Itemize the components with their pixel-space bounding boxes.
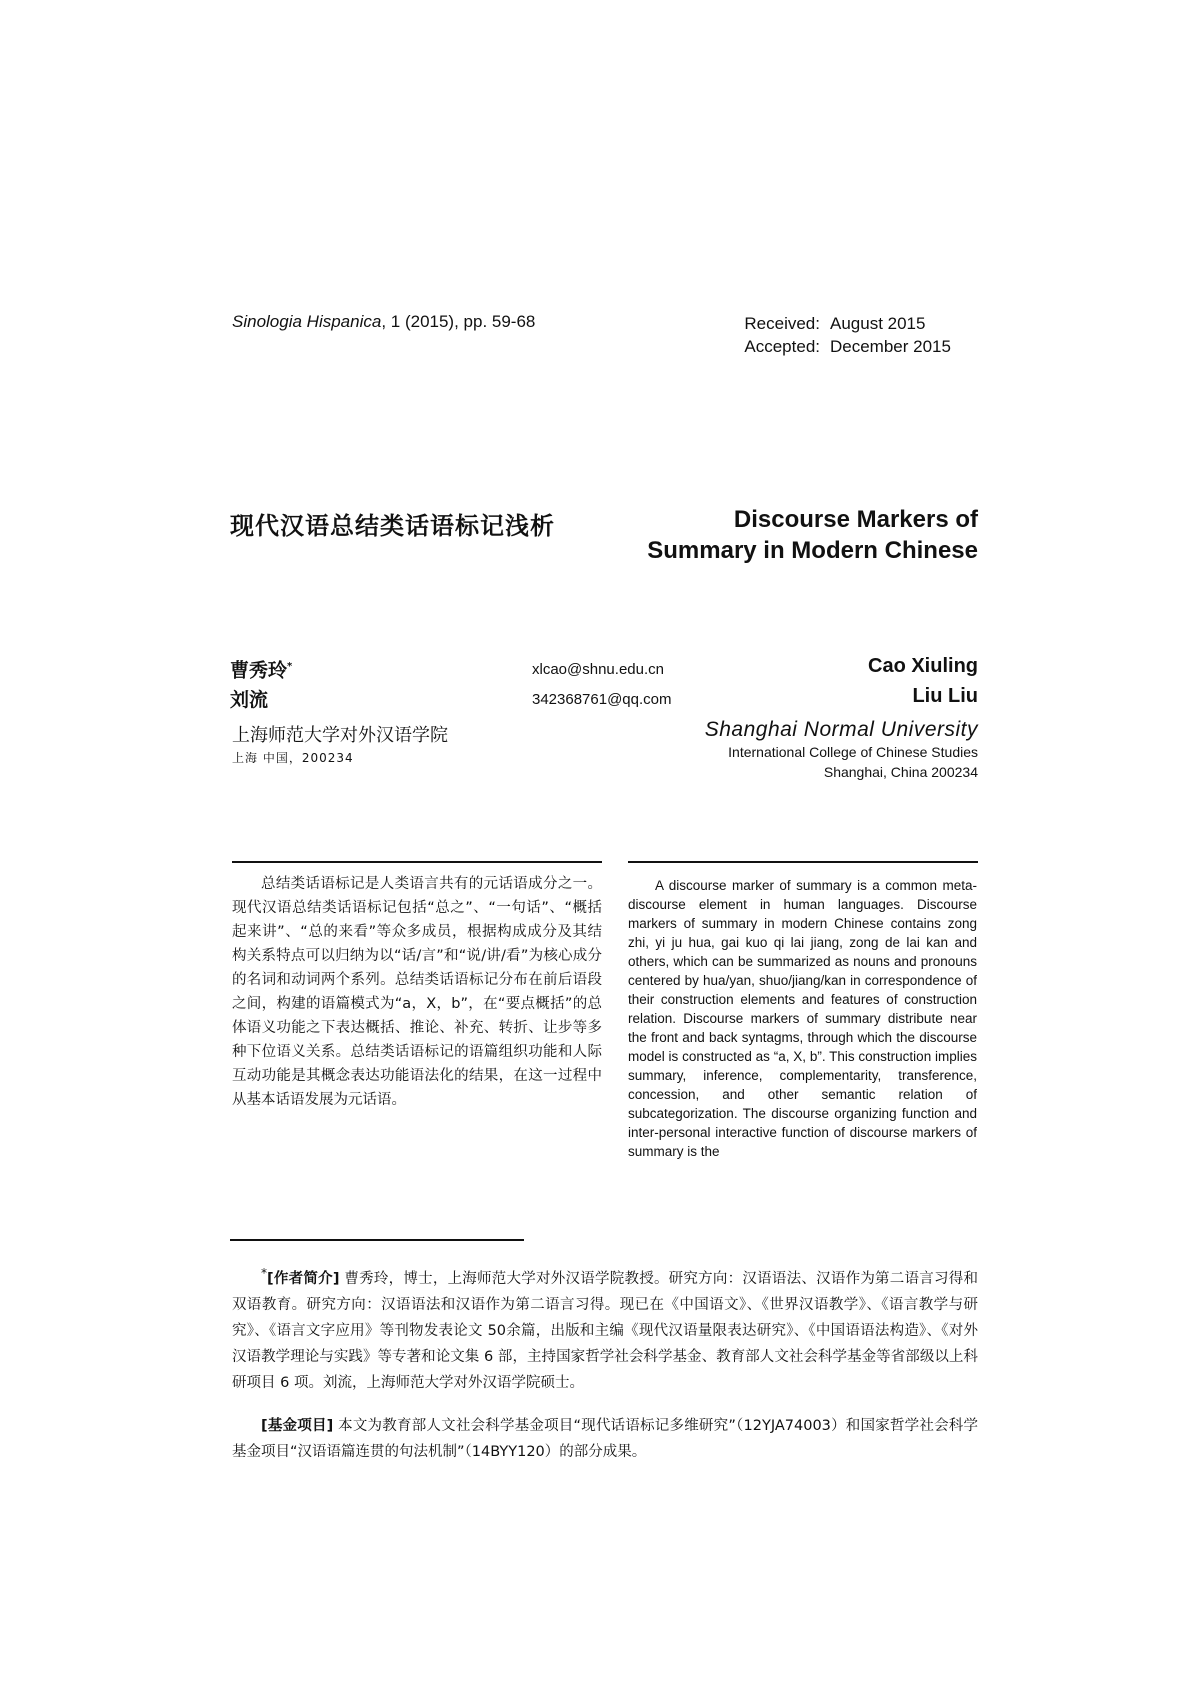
- footnote-author-bio: [232, 1260, 978, 1396]
- abstract-rule-left: [232, 861, 602, 863]
- abstract-rule-right: [628, 861, 978, 863]
- accepted-row: [728, 335, 951, 358]
- footnote-funding-text: 本文为教育部人文社会科学基金项目“现代话语标记多维研究”（12YJA74003）和国家哲学社会科学基金项目“汉语语篇连贯的句法机制”（14BYY120）的部分成果。: [232, 1418, 978, 1460]
- journal-citation: [232, 312, 535, 332]
- accepted-value: December 2015: [830, 337, 951, 356]
- author-zh-1: [230, 652, 292, 685]
- journal-name: Sinologia Hispanica: [232, 312, 382, 331]
- abstract-english: A discourse marker of summary is a common meta-discourse element in human languages. Discourse markers of summary in modern Chinese contains zong zhi, yi ju hua, gai kuo qi lai jiang, zong de lai kan and others, which can be summarized as nouns and pronouns centered by hua/yan, shuo/jiang/kan in correspondence of their construction elements and features of construction relation. Discourse markers of summary distribute near the front and back syntagms, through which the discourse model is constructed as “a, X, b”. This construction implies summary, inference, complementarity, transference, concession, and other semantic relation of subcategorization. The discourse organizing function and inter-personal interactive function of discourse markers of summary is the: [628, 878, 977, 1159]
- journal-issue-pages: , 1 (2015), pp. 59-68: [381, 312, 536, 331]
- address-chinese: 上海 中国，200234: [232, 751, 354, 765]
- email-1[interactable]: xlcao@shnu.edu.cn: [532, 661, 664, 678]
- received-value: August 2015: [830, 314, 926, 333]
- accepted-label: Accepted:: [744, 337, 820, 356]
- footnote-author-text: 曹秀玲，博士，上海师范大学对外汉语学院教授。研究方向：汉语语法、汉语作为第二语言习得和双语教育。研究方向：汉语语法和汉语作为第二语言习得。现已在《中国语文》、《世界汉语教学》、《语言教学与研究》、《语言文字应用》等刊物发表论文 50余篇，出版和主编《现代汉语量限表达研究》、《中国语语法构造》、《对外汉语教学理论与实践》等专著和论文集 6 部，主持国家哲学社会科学基金、教育部人文社会科学基金等省部级以上科研项目 6 项。刘流，上海师范大学对外汉语学院硕士。: [232, 1270, 979, 1391]
- author-zh-1-name: 曹秀玲: [230, 659, 288, 682]
- authors-chinese: [230, 652, 292, 715]
- footnote-funding-tag: [基金项目]: [261, 1418, 334, 1434]
- title-english-line2: Summary in Modern Chinese: [647, 537, 978, 564]
- author-zh-2: 刘流: [230, 689, 269, 712]
- affiliation-chinese: 上海师范大学对外汉语学院: [232, 725, 448, 746]
- authors-english: [868, 651, 978, 711]
- abstract-chinese: 总结类话语标记是人类语言共有的元话语成分之一。现代汉语总结类话语标记包括“总之”、“一句话”、“概括起来讲”、“总的来看”等众多成员，根据构成成分及其结构关系特点可以归纳为以“话/言”和“说/讲/看”为核心成分的名词和动词两个系列。总结类话语标记分布在前后语段之间，构建的语篇模式为“a，X，b”，在“要点概括”的总体语义功能之下表达概括、推论、补充、转折、让步等多种下位语义关系。总结类话语标记的语篇组织功能和人际互动功能是其概念表达功能语法化的结果，在这一过程中从基本话语发展为元话语。: [232, 876, 602, 1108]
- author-emails: [532, 655, 672, 715]
- college-name: International College of Chinese Studies: [728, 744, 978, 760]
- received-label: Received:: [744, 314, 820, 333]
- title-english: [558, 504, 978, 566]
- email-2[interactable]: 342368761@qq.com: [532, 691, 672, 708]
- title-english-line1: Discourse Markers of: [733, 506, 978, 533]
- author-footnote-mark: *: [287, 661, 293, 672]
- title-chinese: 现代汉语总结类话语标记浅析: [230, 512, 555, 540]
- received-row: [728, 312, 951, 335]
- university-name: Shanghai Normal University: [704, 718, 978, 741]
- affiliation-english: [705, 718, 978, 782]
- footnote-author-tag: [作者简介]: [267, 1270, 340, 1287]
- footnote-funding: [232, 1413, 978, 1465]
- author-en-1: Cao Xiuling: [868, 655, 978, 677]
- address-english: Shanghai, China 200234: [823, 764, 978, 780]
- dates-block: [728, 312, 951, 358]
- author-en-2: Liu Liu: [912, 685, 978, 707]
- footnote-mark: *: [261, 1266, 268, 1280]
- footnote-rule: [230, 1239, 524, 1241]
